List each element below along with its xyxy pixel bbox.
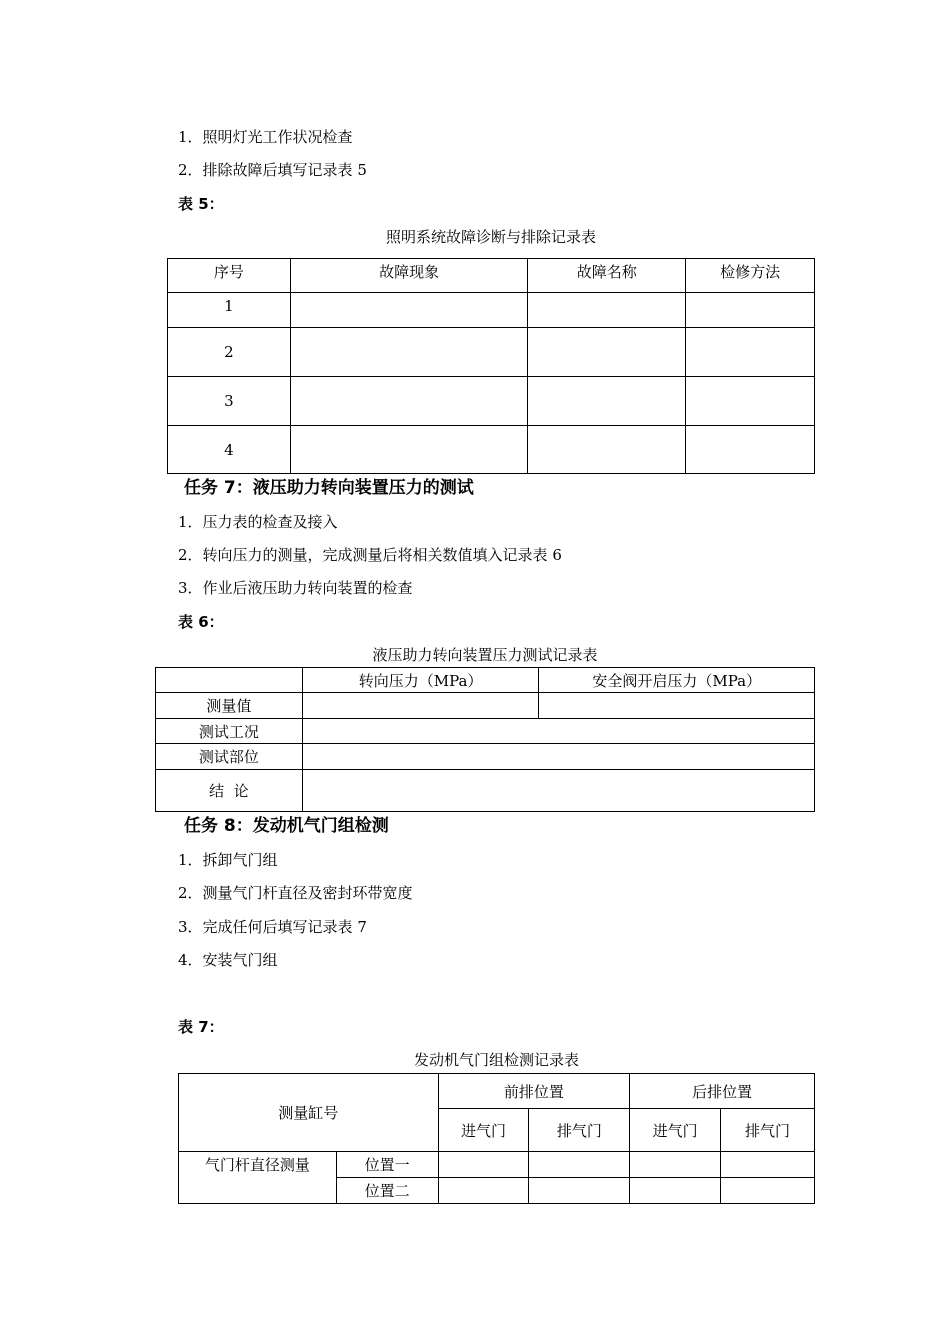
table5-header-index: 序号: [168, 259, 291, 293]
table5-header-symptom: 故障现象: [290, 259, 528, 293]
task7-step-1: 1．压力表的检查及接入: [178, 513, 338, 531]
lighting-step-2: 2．排除故障后填写记录表 5: [178, 161, 367, 179]
table6-header-steering-pressure: 转向压力（MPa）: [302, 668, 539, 693]
table6-caption: 液压助力转向装置压力测试记录表: [372, 646, 598, 664]
table7-front-row-header: 前排位置: [438, 1074, 630, 1109]
table5-cell[interactable]: [528, 293, 686, 328]
table5-cell[interactable]: [290, 293, 528, 328]
table6-conclusion-value[interactable]: [302, 770, 814, 812]
table7-position-1-label: 位置一: [336, 1152, 438, 1178]
table7-rear-exhaust-header: 排气门: [721, 1109, 815, 1152]
table5-cell[interactable]: [528, 328, 686, 377]
table5-row-index: 1: [168, 293, 291, 328]
table7-cell[interactable]: [721, 1152, 815, 1178]
table7-front-intake-header: 进气门: [438, 1109, 529, 1152]
table5-row: [168, 426, 815, 474]
table5-row: [168, 293, 815, 328]
table5-caption: 照明系统故障诊断与排除记录表: [385, 228, 596, 246]
table6-corner-cell: [156, 668, 303, 693]
table5-cell[interactable]: [290, 328, 528, 377]
table7-cell[interactable]: [630, 1178, 721, 1204]
table7-cell[interactable]: [529, 1178, 630, 1204]
table5-header-fault-name: 故障名称: [528, 259, 686, 293]
table6-header-safety-valve-pressure: 安全阀开启压力（MPa）: [539, 668, 815, 693]
table7-cell[interactable]: [630, 1152, 721, 1178]
table5-row-index: 3: [168, 377, 291, 426]
table7-rear-row-header: 后排位置: [630, 1074, 815, 1109]
table6-row-condition-label: 测试工况: [156, 719, 303, 744]
table6-safety-valve-value[interactable]: [539, 693, 815, 719]
lighting-step-1: 1．照明灯光工作状况检查: [178, 128, 353, 146]
table6-condition-value[interactable]: [302, 719, 814, 744]
table5-row: [168, 328, 815, 377]
table7-caption: 发动机气门组检测记录表: [413, 1051, 579, 1069]
table7-stem-diameter-label: 气门杆直径测量: [179, 1152, 337, 1204]
table7-position-2-label: 位置二: [336, 1178, 438, 1204]
table7-cell[interactable]: [529, 1152, 630, 1178]
table7-rear-intake-header: 进气门: [630, 1109, 721, 1152]
task7-title: 任务 7：液压助力转向装置压力的测试: [184, 478, 474, 498]
task8-step-4: 4．安装气门组: [178, 951, 278, 969]
table5-cell[interactable]: [528, 426, 686, 474]
table7-cell[interactable]: [721, 1178, 815, 1204]
table6-location-value[interactable]: [302, 744, 814, 770]
table5-cell[interactable]: [290, 377, 528, 426]
task8-title: 任务 8：发动机气门组检测: [184, 816, 389, 836]
table5-row-index: 4: [168, 426, 291, 474]
table7-label: 表 7：: [178, 1018, 224, 1036]
table6-label: 表 6：: [178, 613, 224, 631]
task8-step-1: 1．拆卸气门组: [178, 851, 278, 869]
table7: [178, 1073, 815, 1204]
table5-row-index: 2: [168, 328, 291, 377]
table7-cell[interactable]: [438, 1178, 529, 1204]
table6-row-measured-label: 测量值: [156, 693, 303, 719]
table6: [155, 667, 815, 812]
table5-cell[interactable]: [686, 426, 815, 474]
table7-cell[interactable]: [438, 1152, 529, 1178]
table5-cell[interactable]: [686, 293, 815, 328]
task7-step-2: 2．转向压力的测量，完成测量后将相关数值填入记录表 6: [178, 546, 562, 564]
table5-cell[interactable]: [290, 426, 528, 474]
task8-step-3: 3．完成任何后填写记录表 7: [178, 918, 367, 936]
table6-steering-pressure-value[interactable]: [302, 693, 539, 719]
task7-step-3: 3．作业后液压助力转向装置的检查: [178, 579, 413, 597]
table5-cell[interactable]: [686, 328, 815, 377]
table6-row-conclusion-label: 结 论: [156, 770, 303, 812]
task8-step-2: 2．测量气门杆直径及密封环带宽度: [178, 884, 413, 902]
table5-header-repair-method: 检修方法: [686, 259, 815, 293]
table5-cell[interactable]: [528, 377, 686, 426]
table6-row-location-label: 测试部位: [156, 744, 303, 770]
table5: [167, 258, 815, 474]
table7-cylinder-header: 测量缸号: [179, 1074, 439, 1152]
table7-front-exhaust-header: 排气门: [529, 1109, 630, 1152]
table5-row: [168, 377, 815, 426]
table5-label: 表 5：: [178, 195, 224, 213]
table5-cell[interactable]: [686, 377, 815, 426]
